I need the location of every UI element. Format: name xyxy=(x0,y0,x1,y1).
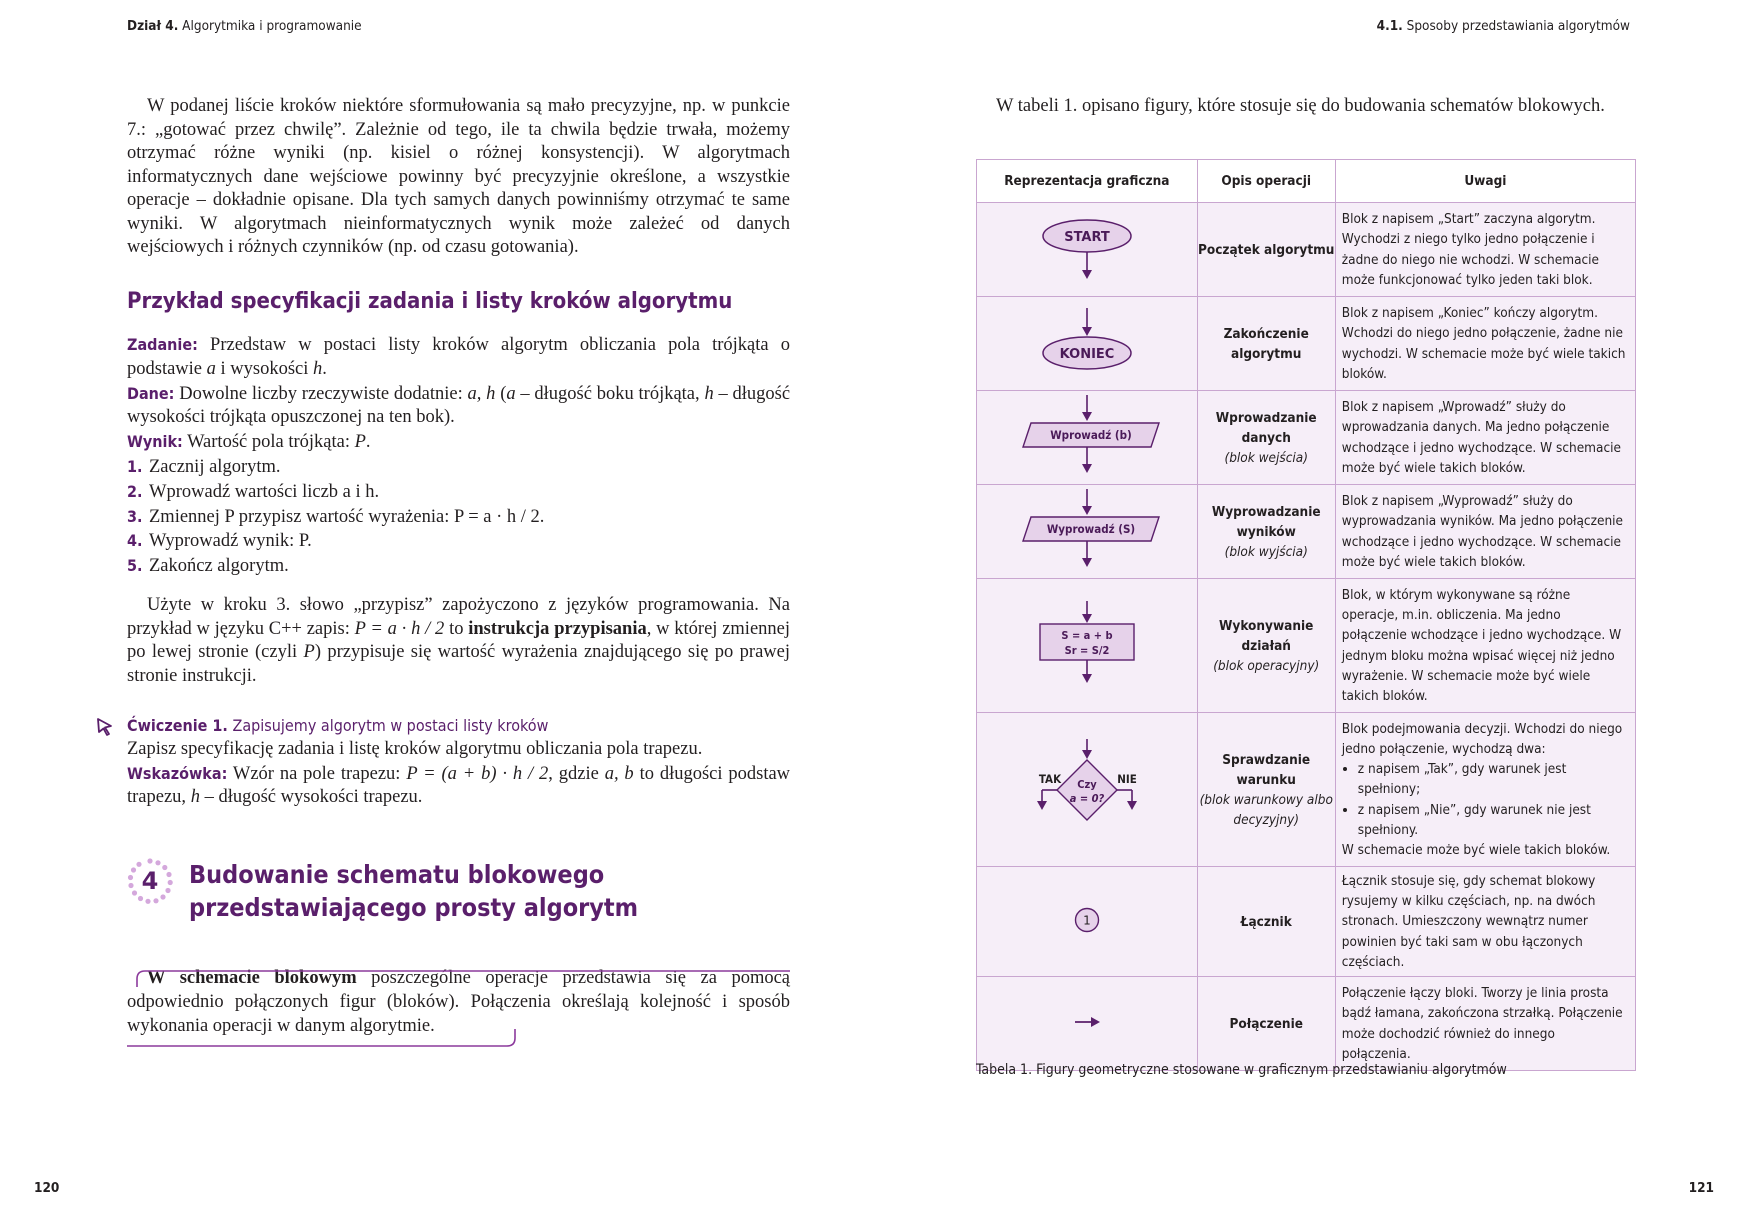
operation-subtitle: (blok operacyjny) xyxy=(1213,657,1320,674)
table-header-row xyxy=(977,160,1636,203)
data-var-a: a xyxy=(506,383,516,404)
svg-text:KONIEC: KONIEC xyxy=(1059,346,1115,362)
shape-cell xyxy=(977,977,1198,1071)
exercise-instruction: Zapisz specyfikację zadania i listę kroków algorytmu obliczania pola trapezu. xyxy=(127,738,703,759)
list-item xyxy=(127,529,790,554)
var-a: a xyxy=(206,358,216,379)
operation-cell xyxy=(1197,485,1335,579)
operation-cell xyxy=(1197,203,1335,297)
connector-circle-shape xyxy=(1067,900,1107,940)
task-label: Zadanie: xyxy=(127,335,198,354)
page-number-left: 120 xyxy=(34,1180,60,1196)
operation-cell xyxy=(1197,579,1335,713)
step-text: Wprowadź wartości liczb a i h. xyxy=(149,481,380,502)
note-cell: Łącznik stosuje się, gdy schemat blokowy rysujemy w kilku częściach, np. na dwóch stronach. Umieszczony wewnątrz numer powinien być taki sam w obu łączonych częściach. xyxy=(1335,867,1635,977)
section-title-header: Sposoby przedstawiania algorytmów xyxy=(1406,18,1630,34)
chapter-label: Dział 4. xyxy=(127,18,179,34)
operation-name: Zakończenie algorytmu xyxy=(1223,325,1309,362)
task-specification xyxy=(127,333,790,579)
operation-cell xyxy=(1197,867,1335,977)
operation-name: Początek algorytmu xyxy=(1197,241,1335,258)
table-row xyxy=(977,977,1636,1071)
list-item xyxy=(127,505,790,530)
data-label: Dane: xyxy=(127,383,175,403)
page-number-right: 121 xyxy=(1688,1180,1714,1196)
running-header-left xyxy=(127,18,362,34)
definition-term: W schemacie blokowym xyxy=(147,968,357,988)
data-vars: a, h xyxy=(467,383,496,404)
operation-subtitle: (blok wyjścia) xyxy=(1224,543,1308,560)
column-header: Uwagi xyxy=(1335,160,1635,203)
figures-table xyxy=(976,159,1636,1071)
svg-text:1: 1 xyxy=(1083,913,1091,927)
output-parallelogram-shape xyxy=(1007,487,1167,573)
list-item: • z napisem „Tak”, gdy warunek jest spełniony; xyxy=(1358,759,1627,799)
exercise-block xyxy=(127,714,790,810)
section-title xyxy=(189,858,709,924)
note-cell xyxy=(1335,713,1635,867)
section-number: 4.1. xyxy=(1376,18,1403,34)
hint-vars: a, b xyxy=(604,763,634,784)
section-title-line2: przedstawiającego prosty algorytm xyxy=(189,893,639,922)
table-row xyxy=(977,579,1636,713)
svg-text:Czy: Czy xyxy=(1077,777,1097,791)
note-bullets xyxy=(1342,759,1627,840)
operation-subtitle: (blok wejścia) xyxy=(1224,449,1308,466)
data-var-h: h xyxy=(704,383,714,404)
svg-text:TAK: TAK xyxy=(1038,771,1061,786)
operation-name: Połączenie xyxy=(1229,1015,1303,1032)
task-mid: i wysokości xyxy=(220,358,309,379)
right-intro-text: W tabeli 1. opisano figury, które stosuje się do budowania schematów blokowych. xyxy=(996,96,1605,116)
step-text: Zacznij algorytm. xyxy=(149,456,281,477)
end-terminal-shape xyxy=(1027,302,1147,382)
svg-text:4: 4 xyxy=(141,867,159,895)
data-text: Dowolne liczby rzeczywiste dodatnie: xyxy=(179,383,463,404)
note-cell: Blok z napisem „Koniec” kończy algorytm. Wchodzi do niego jedno połączenie, żadne nie wychodzi. W schemacie może być wiele takich bloków. xyxy=(1335,297,1635,391)
operation-name: Łącznik xyxy=(1240,913,1292,930)
result-label: Wynik: xyxy=(127,432,183,452)
shape-cell xyxy=(977,579,1198,713)
section-badge-icon xyxy=(127,858,173,904)
step-number: 5. xyxy=(127,556,143,576)
hint-text-b: , gdzie xyxy=(548,763,599,784)
operation-cell xyxy=(1197,713,1335,867)
note-cell: Blok z napisem „Wyprowadź” służy do wyprowadzania wyników. Ma jedno połączenie wchodzące i jedno wychodzące. W schemacie może być wiele takich bloków. xyxy=(1335,485,1635,579)
table-row xyxy=(977,713,1636,867)
operation-name: Wykonywanie działań xyxy=(1219,617,1314,654)
result-end: . xyxy=(365,432,371,453)
operation-name: Wprowadzanie danych xyxy=(1215,409,1317,446)
note-cell: Połączenie łączy bloki. Tworzy je linia prosta bądź łamana, zakończona strzałką. Połączenie może dochodzić również do innego połączenia. xyxy=(1335,977,1635,1071)
list-item xyxy=(127,554,790,579)
operation-cell xyxy=(1197,297,1335,391)
list-item xyxy=(127,455,790,480)
shape-cell xyxy=(977,713,1198,867)
exercise-title xyxy=(127,714,790,738)
step-list xyxy=(127,455,790,579)
arrow-right-icon xyxy=(1067,1012,1107,1032)
data-desc-a: – długość boku trójkąta, xyxy=(520,383,700,404)
assign-text-c: , w której zmiennej po lewej stronie (czyli xyxy=(127,618,791,662)
svg-text:a = 0?: a = 0? xyxy=(1069,791,1105,805)
assign-var: P xyxy=(303,642,315,662)
definition-body: poszczególne operacje przedstawia się za pomocą odpowiednio połączonych figur (bloków). Połączenia określają kolejność i sposób wykonania operacji w danym algorytmie. xyxy=(127,968,791,1036)
definition-box xyxy=(127,967,790,1038)
svg-text:Wyprowadź (S): Wyprowadź (S) xyxy=(1046,521,1135,536)
hint-label: Wskazówka: xyxy=(127,763,228,783)
operation-cell xyxy=(1197,391,1335,485)
shape-cell xyxy=(977,203,1198,297)
assign-text-a: Użyte w kroku 3. słowo „przypisz” zapożyczono z języków programowania. Na przykład w języku C++ zapis: xyxy=(127,595,790,639)
definition-frame xyxy=(127,967,790,1051)
hint-var-h: h xyxy=(190,787,200,808)
input-parallelogram-shape xyxy=(1007,393,1167,479)
result-text: Wartość pola trójkąta: xyxy=(187,432,350,453)
step-text: Zmiennej P przypisz wartość wyrażenia: P = a · h / 2. xyxy=(149,506,545,527)
table-row xyxy=(977,391,1636,485)
right-intro xyxy=(976,95,1638,119)
task-text: Przedstaw w postaci listy kroków algorytm obliczania pola trójkąta o podstawie xyxy=(127,335,791,379)
exercise-number: Ćwiczenie 1. xyxy=(127,716,228,735)
start-terminal-shape xyxy=(1027,208,1147,288)
step-text: Wyprowadź wynik: P. xyxy=(149,531,312,552)
note-cell: Blok z napisem „Start” zaczyna algorytm. Wychodzi z niego tylko jedno połączenie i żadne do niego nie wchodzi. W schemacie może funkcjonować tylko jeden taki blok. xyxy=(1335,203,1635,297)
chapter-title: Algorytmika i programowanie xyxy=(182,18,362,34)
example-heading: Przykład specyfikacji zadania i listy kroków algorytmu xyxy=(127,289,733,314)
step-number: 2. xyxy=(127,481,143,501)
process-rectangle-shape xyxy=(1027,599,1147,689)
shape-cell xyxy=(977,391,1198,485)
svg-text:Sr = S/2: Sr = S/2 xyxy=(1064,643,1110,657)
note-outro: W schemacie może być wiele takich bloków. xyxy=(1341,842,1611,858)
assignment-paragraph xyxy=(127,594,790,688)
column-header: Reprezentacja graficzna xyxy=(977,160,1198,203)
data-paren: ( xyxy=(500,383,507,404)
svg-text:Wprowadź (b): Wprowadź (b) xyxy=(1050,427,1132,442)
hint-text-d: – długość wysokości trapezu. xyxy=(204,787,423,808)
hint-text-c: to długości podstaw trapezu, xyxy=(127,763,791,808)
assign-text-b: to xyxy=(449,618,464,639)
hint-text-a: Wzór na pole trapezu: xyxy=(232,763,401,784)
intro-text: W podanej liście kroków niektóre sformułowania są mało precyzyjne, np. w punkcie 7.: „gotować przez chwilę”. Zależnie od tego, ile ta chwila będzie trwała, możemy otrzymać różne wyniki (np. kisiel o różnej konsystencji). W algorytmach informatycznych dane wejściowe powinny być precyzyjnie określone, a wszystkie operacje – dokładnie opisane. Dla tych samych danych powinniśmy otrzymać te same wyniki. W algorytmach nieinformatycznych wynik może zależeć od danych wejściowych i różnych czynników (np. od czasu gotowania). xyxy=(127,96,790,257)
table-row xyxy=(977,867,1636,977)
data-line xyxy=(127,382,790,431)
svg-text:S = a + b: S = a + b xyxy=(1061,628,1113,642)
step-number: 3. xyxy=(127,506,143,526)
svg-text:START: START xyxy=(1064,229,1110,245)
table-row xyxy=(977,297,1636,391)
shape-cell xyxy=(977,867,1198,977)
intro-paragraph xyxy=(127,95,790,260)
svg-text:NIE: NIE xyxy=(1117,771,1137,786)
shape-cell xyxy=(977,297,1198,391)
table-row xyxy=(977,203,1636,297)
running-header-right xyxy=(1377,18,1630,34)
operation-subtitle: (blok warunkowy albo decyzyjny) xyxy=(1199,791,1333,828)
step-number: 4. xyxy=(127,531,143,551)
hint-formula: P = (a + b) · h / 2 xyxy=(406,763,549,784)
operation-name: Wyprowadzanie wyników xyxy=(1211,503,1321,540)
exercise-title-text: Zapisujemy algorytm w postaci listy kroków xyxy=(232,716,549,735)
task-line xyxy=(127,333,790,382)
var-h: h xyxy=(313,358,323,379)
decision-diamond-shape xyxy=(987,733,1187,843)
list-item: • z napisem „Nie”, gdy warunek nie jest spełniony. xyxy=(1358,800,1627,840)
assign-formula: P = a · h / 2 xyxy=(354,618,445,639)
data-desc-h: – długość wysokości trójkąta opuszczonej na ten bok). xyxy=(127,383,791,428)
result-line xyxy=(127,430,790,455)
operation-cell xyxy=(1197,977,1335,1071)
section-title-line1: Budowanie schematu blokowego xyxy=(189,860,605,889)
assign-text-d: ) przypisuje się wartość wyrażenia znajdującego się po prawej stronie instrukcji. xyxy=(127,642,791,686)
operation-name: Sprawdzanie warunku xyxy=(1222,751,1311,788)
note-intro: Blok podejmowania decyzji. Wchodzi do niego jedno połączenie, wychodzą dwa: xyxy=(1341,720,1623,757)
note-cell: Blok z napisem „Wprowadź” służy do wprowadzania danych. Ma jedno połączenie wchodzące i jedno wychodzące. W schemacie może być wiele takich bloków. xyxy=(1335,391,1635,485)
step-text: Zakończ algorytm. xyxy=(149,556,289,577)
table-row xyxy=(977,485,1636,579)
step-number: 1. xyxy=(127,456,143,476)
table-caption: Tabela 1. Figury geometryczne stosowane w graficznym przedstawianiu algorytmów xyxy=(976,1062,1507,1078)
result-var: P xyxy=(354,432,366,453)
column-header: Opis operacji xyxy=(1197,160,1335,203)
exercise-hint xyxy=(127,762,790,811)
shape-cell xyxy=(977,485,1198,579)
task-end: . xyxy=(322,358,327,379)
list-item xyxy=(127,480,790,505)
note-cell: Blok, w którym wykonywane są różne operacje, m.in. obliczenia. Ma jedno połączenie wchodzące i jedno wychodzące. W jednym bloku można wpisać więcej niż jedno wyrażenie. W schemacie może być wiele takich bloków. xyxy=(1335,579,1635,713)
cursor-icon xyxy=(95,717,115,737)
assign-bold: instrukcja przypisania xyxy=(468,618,647,639)
